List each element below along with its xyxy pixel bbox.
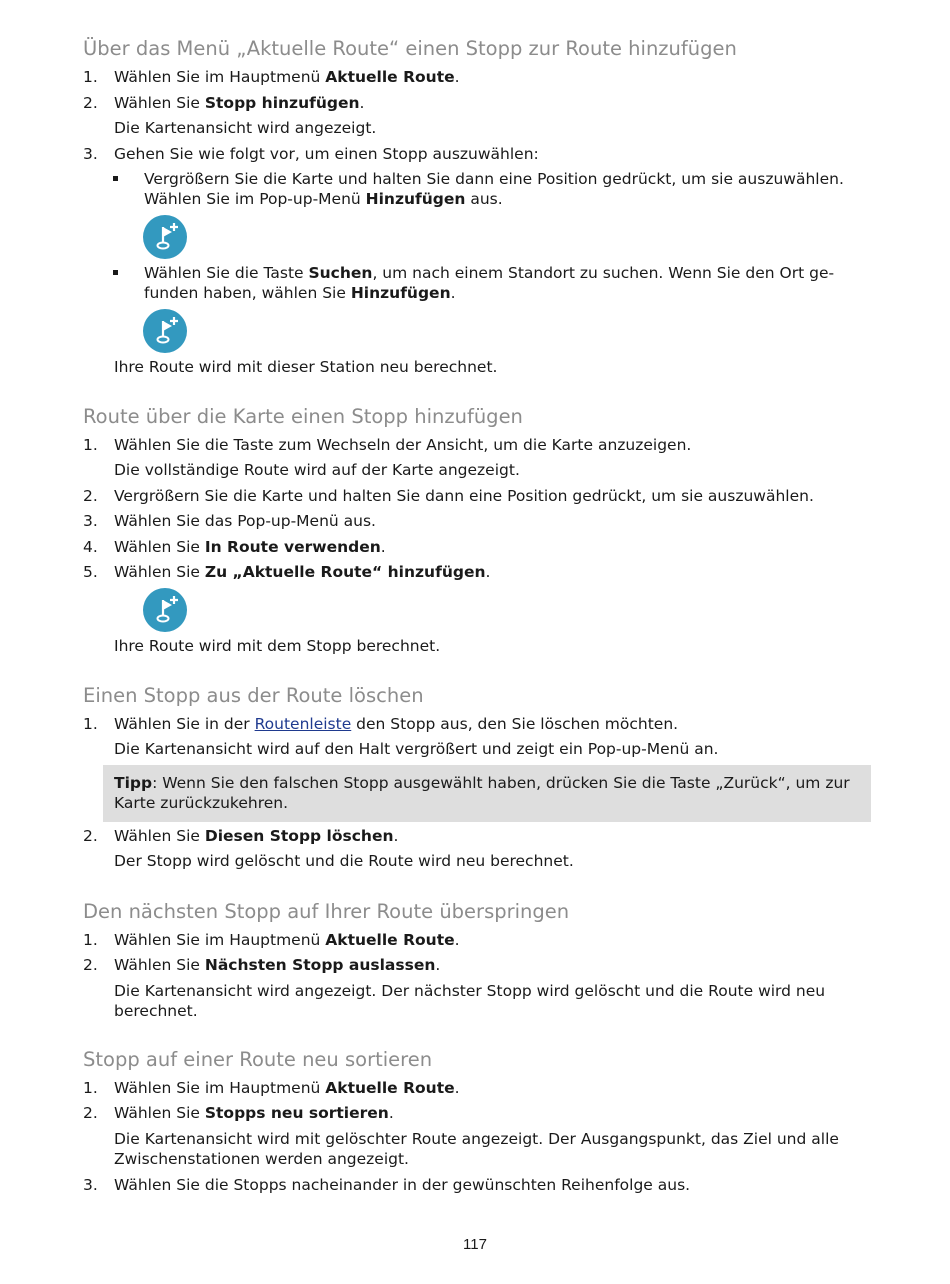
tip-label: Tipp (114, 774, 153, 792)
step-note: Die Kartenansicht wird mit gelöschter Route angezeigt. Der Ausgangspunkt, das Ziel und alle (114, 1130, 839, 1148)
bullet-marker (113, 270, 118, 275)
bullet-text (144, 283, 456, 303)
step-note: Die vollständige Route wird auf der Karte angezeigt. (114, 461, 520, 479)
result-text: Ihre Route wird mit dieser Station neu berechnet. (114, 358, 498, 376)
step-text-bold: Nächsten Stopp auslassen (204, 956, 436, 974)
step-number: 2. (83, 94, 98, 112)
step-text (114, 93, 364, 113)
step-number: 4. (83, 538, 98, 556)
step-number: 1. (83, 715, 98, 733)
step-number: 1. (83, 931, 98, 949)
bullet-marker (113, 176, 118, 181)
add-stop-flag-icon (143, 309, 187, 353)
bullet-text-bold: Hinzufügen (365, 190, 466, 208)
step-number: 1. (83, 436, 98, 454)
bullet-text-pre: Wählen Sie die Taste (144, 264, 309, 282)
add-stop-flag-icon (143, 215, 187, 259)
tip-text-line1: : Wenn Sie den falschen Stopp ausgewählt haben, drücken Sie die Taste „Zurück“, um zur (152, 774, 850, 792)
step-text-pre: Wählen Sie (114, 1104, 205, 1122)
section-heading-add-stop-map: Route über die Karte einen Stopp hinzufügen (83, 405, 523, 428)
step-text-bold: Stopp hinzufügen (204, 94, 360, 112)
step-number: 3. (83, 1176, 98, 1194)
step-text-post: . (454, 1079, 460, 1097)
step-number: 2. (83, 487, 98, 505)
step-text: Vergrößern Sie die Karte und halten Sie dann eine Position gedrückt, um sie auszuwählen. (114, 487, 814, 505)
bullet-text-bold: Hinzufügen (350, 284, 451, 302)
step-note: Die Kartenansicht wird angezeigt. Der nächster Stopp wird gelöscht und die Route wird neu (114, 982, 826, 1000)
bullet-text (144, 263, 834, 283)
step-text (114, 1103, 394, 1123)
step-note: Der Stopp wird gelöscht und die Route wird neu berechnet. (114, 852, 574, 870)
step-text-pre: Wählen Sie in der (114, 715, 255, 733)
bullet-text-pre: funden haben, wählen Sie (144, 284, 351, 302)
page-number: 117 (463, 1236, 487, 1253)
step-text-post: . (435, 956, 441, 974)
tip-text (114, 773, 850, 793)
section-heading-skip-stop: Den nächsten Stopp auf Ihrer Route überspringen (83, 900, 570, 923)
bullet-text-post: , um nach einem Standort zu suchen. Wenn Sie den Ort ge- (372, 264, 835, 282)
step-number: 2. (83, 1104, 98, 1122)
step-text (114, 1078, 460, 1098)
step-number: 1. (83, 68, 98, 86)
step-text-post: . (454, 68, 460, 86)
step-text-pre: Wählen Sie (114, 956, 205, 974)
section-heading-delete-stop: Einen Stopp aus der Route löschen (83, 684, 424, 707)
step-text-post: . (393, 827, 399, 845)
step-text-post: den Stopp aus, den Sie löschen möchten. (351, 715, 679, 733)
step-text (114, 67, 460, 87)
bullet-text-post: . (450, 284, 456, 302)
bullet-text (144, 189, 503, 209)
step-number: 1. (83, 1079, 98, 1097)
step-text-post: . (485, 563, 491, 581)
step-text (114, 955, 440, 975)
routenleiste-link[interactable]: Routenleiste (254, 715, 352, 733)
result-text: Ihre Route wird mit dem Stopp berechnet. (114, 637, 441, 655)
step-number: 3. (83, 145, 98, 163)
step-text (114, 930, 460, 950)
step-note: Zwischenstationen werden angezeigt. (114, 1150, 409, 1168)
step-text-post: . (454, 931, 460, 949)
section-heading-add-stop-menu: Über das Menü „Aktuelle Route“ einen Stopp zur Route hinzufügen (83, 37, 737, 60)
step-text-bold: Stopps neu sortieren (204, 1104, 389, 1122)
tip-text-line2: Karte zurückzukehren. (114, 794, 289, 812)
step-text-post: . (359, 94, 365, 112)
step-text: Wählen Sie die Taste zum Wechseln der Ansicht, um die Karte anzuzeigen. (114, 436, 692, 454)
step-number: 5. (83, 563, 98, 581)
step-number: 3. (83, 512, 98, 530)
step-text-pre: Wählen Sie (114, 538, 205, 556)
step-text-post: . (380, 538, 386, 556)
step-text-pre: Wählen Sie im Hauptmenü (114, 1079, 326, 1097)
step-text-pre: Wählen Sie im Hauptmenü (114, 931, 326, 949)
step-text (114, 537, 386, 557)
step-note: Die Kartenansicht wird angezeigt. (114, 119, 377, 137)
step-text-post: . (388, 1104, 394, 1122)
bullet-text-bold: Suchen (308, 264, 373, 282)
step-text (114, 562, 490, 582)
step-text-pre: Wählen Sie im Hauptmenü (114, 68, 326, 86)
step-text: Wählen Sie das Pop-up-Menü aus. (114, 512, 376, 530)
step-text-bold: In Route verwenden (204, 538, 381, 556)
step-text: Wählen Sie die Stopps nacheinander in der gewünschten Reihenfolge aus. (114, 1176, 691, 1194)
step-note: Die Kartenansicht wird auf den Halt vergrößert und zeigt ein Pop-up-Menü an. (114, 740, 719, 758)
step-text-pre: Wählen Sie (114, 563, 205, 581)
step-text-bold: Zu „Aktuelle Route“ hinzufügen (204, 563, 486, 581)
step-text-bold: Aktuelle Route (325, 1079, 455, 1097)
tip-box (103, 765, 871, 822)
step-text-bold: Aktuelle Route (325, 931, 455, 949)
step-text: Gehen Sie wie folgt vor, um einen Stopp auszuwählen: (114, 145, 539, 163)
step-text-bold: Aktuelle Route (325, 68, 455, 86)
step-text-pre: Wählen Sie (114, 827, 205, 845)
bullet-text: Vergrößern Sie die Karte und halten Sie dann eine Position gedrückt, um sie auszuwählen. (144, 170, 844, 188)
step-text-pre: Wählen Sie (114, 94, 205, 112)
step-text (114, 826, 398, 846)
step-note: berechnet. (114, 1002, 198, 1020)
step-number: 2. (83, 956, 98, 974)
step-number: 2. (83, 827, 98, 845)
step-text (114, 714, 678, 734)
section-heading-reorder-stops: Stopp auf einer Route neu sortieren (83, 1048, 433, 1071)
step-text-bold: Diesen Stopp löschen (204, 827, 394, 845)
bullet-text-pre: Wählen Sie im Pop-up-Menü (144, 190, 366, 208)
add-stop-flag-icon (143, 588, 187, 632)
bullet-text-post: aus. (465, 190, 503, 208)
